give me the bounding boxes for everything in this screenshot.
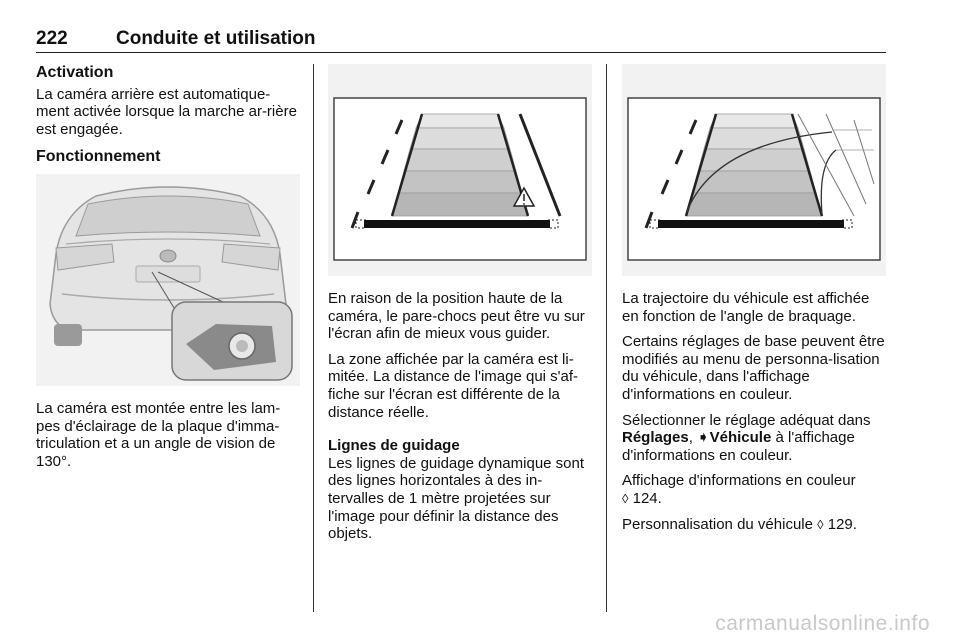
display-zone-text: La zone affichée par la caméra est li-mitée. La distance de l'image qui s'af-fiche sur l'écran est différente de la distance réelle. (328, 350, 579, 421)
page-number: 222 (36, 28, 68, 49)
trajectory-screen-illustration (622, 64, 886, 276)
column-2 (328, 64, 592, 551)
page-ref-icon: ◊ (622, 490, 629, 506)
color-info-reference: Affichage d'informations en couleur ◊ 124. (622, 472, 856, 507)
mount-text: La caméra est montée entre les lam-pes d'éclairage de la plaque d'imma-triculation et a un angle de vision de 130°. (36, 399, 281, 470)
personalisation-reference: Personnalisation du véhicule ◊ 129. (622, 515, 857, 533)
column-3 (622, 64, 886, 541)
column-1 (36, 64, 300, 478)
chapter-title: Conduite et utilisation (116, 28, 316, 49)
page-ref-number: 129. (823, 515, 857, 533)
fonctionnement-heading: Fonctionnement (36, 148, 161, 166)
settings-text: Certains réglages de base peuvent être modifiés au menu de personna-lisation du véhicule, dans l'affichage d'informations en couleur. (622, 333, 885, 403)
menu-reglages: Réglages (622, 429, 689, 447)
trajectory-text: La trajectoire du véhicule est affichée en fonction de l'angle de braquage. (622, 290, 870, 325)
guide-lines-screen-illustration (328, 64, 592, 276)
guides-text: Les lignes de guidage dynamique sont des lignes horizontales à des in-tervalles de 1 mètre projetées sur l'image pour définir la distance des objets. (328, 454, 585, 543)
page-ref-number: 124. (628, 489, 662, 507)
page-ref-icon: ◊ (817, 516, 824, 532)
rear-camera-location-illustration (36, 174, 300, 386)
page-header (36, 28, 886, 53)
menu-vehicule: Véhicule (709, 429, 772, 447)
guides-heading: Lignes de guidage (328, 437, 460, 455)
column-divider (606, 64, 607, 612)
menu-arrow-icon: ➧ (697, 429, 710, 447)
watermark: carmanualsonline.info (715, 612, 930, 635)
camera-position-text: En raison de la position haute de la caméra, le pare-chocs peut être vu sur l'écran afin de mieux vous guider. (328, 290, 585, 343)
select-setting-text: Sélectionner le réglage adéquat dans Réglages, ➧Véhicule à l'affichage d'informations en couleur. (622, 411, 871, 464)
column-divider (313, 64, 314, 612)
activation-text: La caméra arrière est automatique-ment activée lorsque la marche ar-rière est engagée. (36, 85, 297, 138)
activation-heading: Activation (36, 64, 114, 81)
